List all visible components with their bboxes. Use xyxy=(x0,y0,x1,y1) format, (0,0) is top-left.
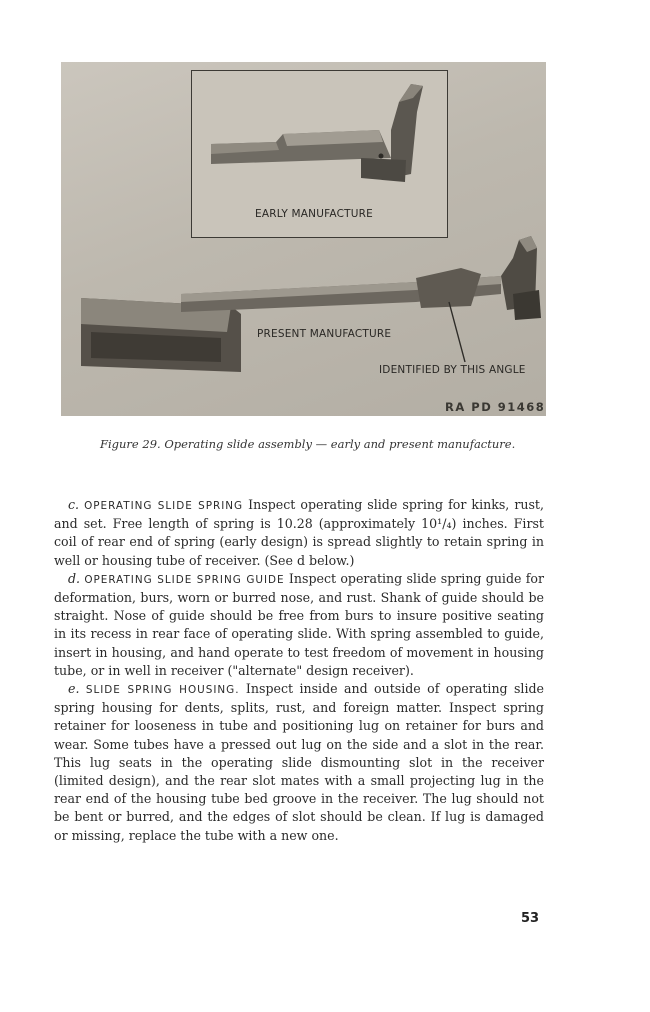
angle-label: IDENTIFIED BY THIS ANGLE xyxy=(379,364,526,376)
paragraph-letter: d. xyxy=(68,570,81,586)
paragraph-text: Inspect inside and outside of operating slide spring housing for dents, splits, rust, and foreign matter. Inspect spring retainer for looseness in tube and positioning lug on retainer for burs and wear. Some tubes have a pressed out lug on the side and a slot in the rear. This lug seats in the operating slide dismounting slot in the receiver (limited design), and the rear slot mates with a small projecting lug in the rear end of the housing tube bed groove in the receiver. The lug should not be bent or burred, and the edges of slot should be clean. If lug is damaged or missing, replace the tube with a new one. xyxy=(54,681,545,843)
paragraph-d xyxy=(54,570,544,680)
operating-slide-photo xyxy=(61,62,546,416)
paragraph-c xyxy=(54,496,544,570)
paragraph-title: OPERATING SLIDE SPRING GUIDE xyxy=(84,573,285,586)
inset-label: EARLY MANUFACTURE xyxy=(255,208,373,220)
paragraph-e xyxy=(54,680,544,845)
early-slide-part xyxy=(211,84,423,182)
paragraph-letter: c. xyxy=(68,497,80,512)
body-text xyxy=(54,496,544,845)
paragraph-text: Inspect operating slide spring for kinks, rust, and set. Free length of spring is 10.28 (approximately 10¹/₄) inches. First coil of rear end of spring (early design) is spread slightly to retain spring in well or housing tube of receiver. (See d below.) xyxy=(54,497,544,568)
page-number: 53 xyxy=(521,911,540,926)
present-label: PRESENT MANUFACTURE xyxy=(257,328,392,340)
figure-caption: Figure 29. Operating slide assembly — early and present manufacture. xyxy=(100,437,516,451)
paragraph-text: Inspect operating slide spring guide for deformation, burs, worn or burred nose, and rust. Shank of guide should be straight. Nose of guide should be free from burs to insure positive seating in its recess in rear face of operating slide. With spring assembled to guide, insert in housing, and hand operate to test freedom of movement in housing tube, or in well in receiver ("alternate" design receiver). xyxy=(54,570,544,678)
operating-slide-illustration xyxy=(61,62,546,416)
paragraph-title: SLIDE SPRING HOUSING. xyxy=(85,684,240,697)
ra-number: RA PD 91468 xyxy=(445,400,546,414)
present-slide-part xyxy=(81,236,541,372)
paragraph-title: OPERATING SLIDE SPRING xyxy=(84,500,244,512)
paragraph-letter: e. xyxy=(68,681,80,697)
